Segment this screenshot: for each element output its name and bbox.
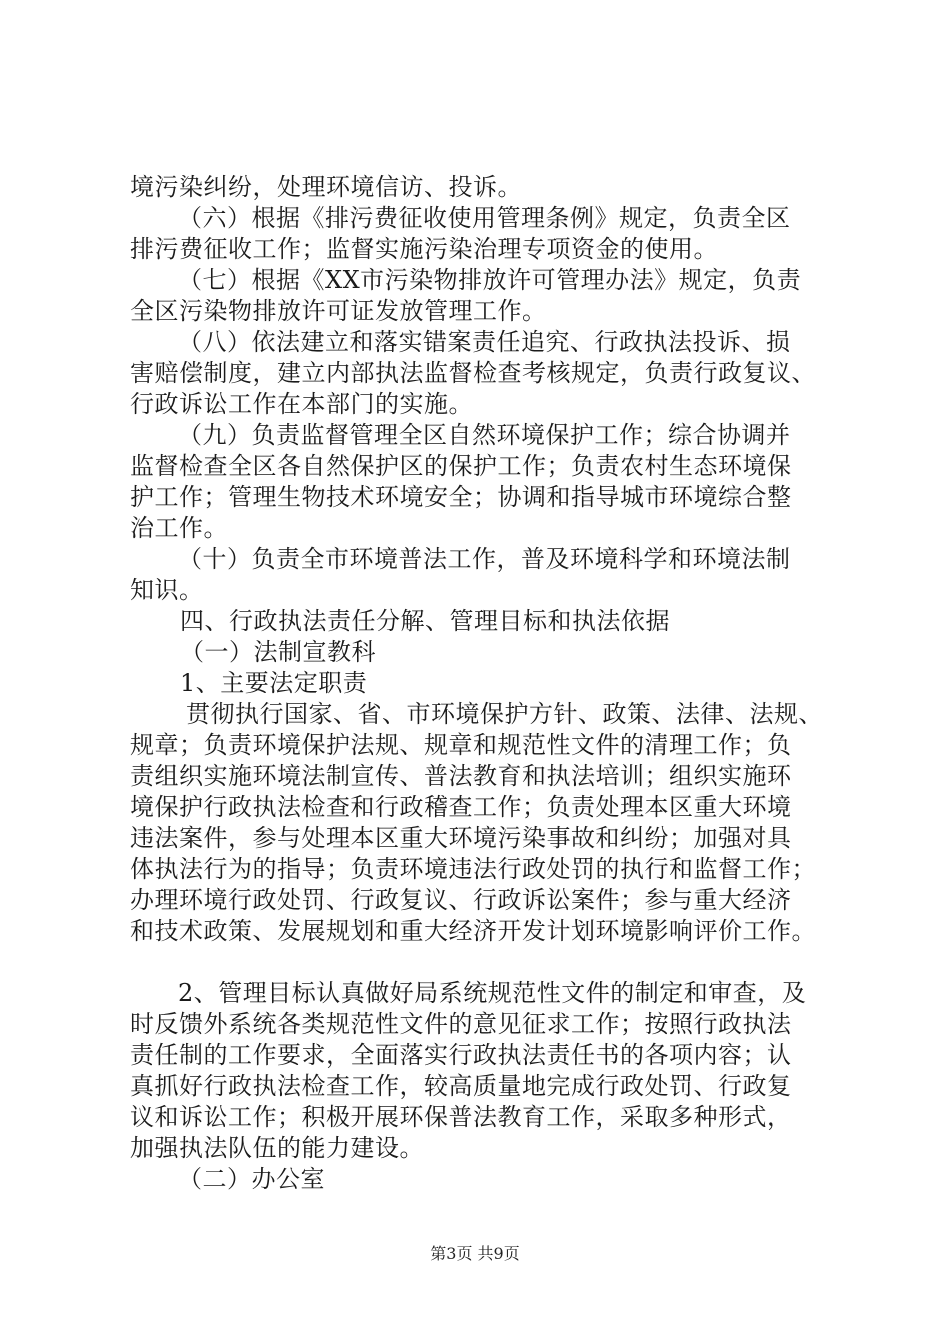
text-line: 四、行政执法责任分解、管理目标和执法依据 (180, 607, 670, 635)
text-line: 全区污染物排放许可证发放管理工作。 (130, 297, 547, 325)
text-line: 办理环境行政处罚、行政复议、行政诉讼案件；参与重大经济 (130, 886, 792, 914)
text-line: 体执法行为的指导；负责环境违法行政处罚的执行和监督工作； (130, 855, 816, 883)
text-line: 违法案件，参与处理本区重大环境污染事故和纠纷；加强对具 (130, 824, 792, 852)
text-line: 害赔偿制度，建立内部执法监督检查考核规定，负责行政复议、 (130, 359, 816, 387)
text-line: 境污染纠纷，处理环境信访、投诉。 (130, 173, 522, 201)
text-line: 1、主要法定职责 (180, 669, 368, 697)
text-line: 境保护行政执法检查和行政稽查工作；负责处理本区重大环境 (130, 793, 792, 821)
text-line: 护工作；管理生物技术环境安全；协调和指导城市环境综合整 (130, 483, 792, 511)
text-line: （二）办公室 (178, 1165, 325, 1193)
text-line: 真抓好行政执法检查工作，较高质量地完成行政处罚、行政复 (130, 1072, 792, 1100)
text-line: （八）依法建立和落实错案责任追究、行政执法投诉、损 (178, 328, 791, 356)
text-line: 议和诉讼工作；积极开展环保普法教育工作，采取多种形式， (130, 1103, 792, 1131)
text-line: 行政诉讼工作在本部门的实施。 (130, 390, 473, 418)
text-line: 加强执法队伍的能力建设。 (130, 1134, 424, 1162)
text-line: 责任制的工作要求，全面落实行政执法责任书的各项内容；认 (130, 1041, 792, 1069)
page-footer: 第3页 共9页 (430, 1244, 520, 1263)
text-line: 2、管理目标认真做好局系统规范性文件的制定和审查，及 (178, 979, 807, 1007)
text-line: 规章；负责环境保护法规、规章和规范性文件的清理工作；负 (130, 731, 792, 759)
text-line: （九）负责监督管理全区自然环境保护工作；综合协调并 (178, 421, 791, 449)
text-line: 排污费征收工作；监督实施污染治理专项资金的使用。 (130, 235, 718, 263)
text-line: 监督检查全区各自然保护区的保护工作；负责农村生态环境保 (130, 452, 792, 480)
text-line: 时反馈外系统各类规范性文件的意见征求工作；按照行政执法 (130, 1010, 792, 1038)
text-line: 责组织实施环境法制宣传、普法教育和执法培训；组织实施环 (130, 762, 792, 790)
text-line: 治工作。 (130, 514, 228, 542)
text-line: 贯彻执行国家、省、市环境保护方针、政策、法律、法规、 (186, 700, 823, 728)
text-line: 和技术政策、发展规划和重大经济开发计划环境影响评价工作。 (130, 917, 816, 945)
document-body (130, 172, 860, 1195)
text-line: 知识。 (130, 576, 204, 604)
paragraph-gap (130, 947, 860, 978)
text-line: （七）根据《XX市污染物排放许可管理办法》规定，负责 (178, 266, 802, 294)
text-line: （十）负责全市环境普法工作，普及环境科学和环境法制 (178, 545, 791, 573)
text-line: （一）法制宣教科 (180, 638, 376, 666)
text-line: （六）根据《排污费征收使用管理条例》规定，负责全区 (178, 204, 791, 232)
